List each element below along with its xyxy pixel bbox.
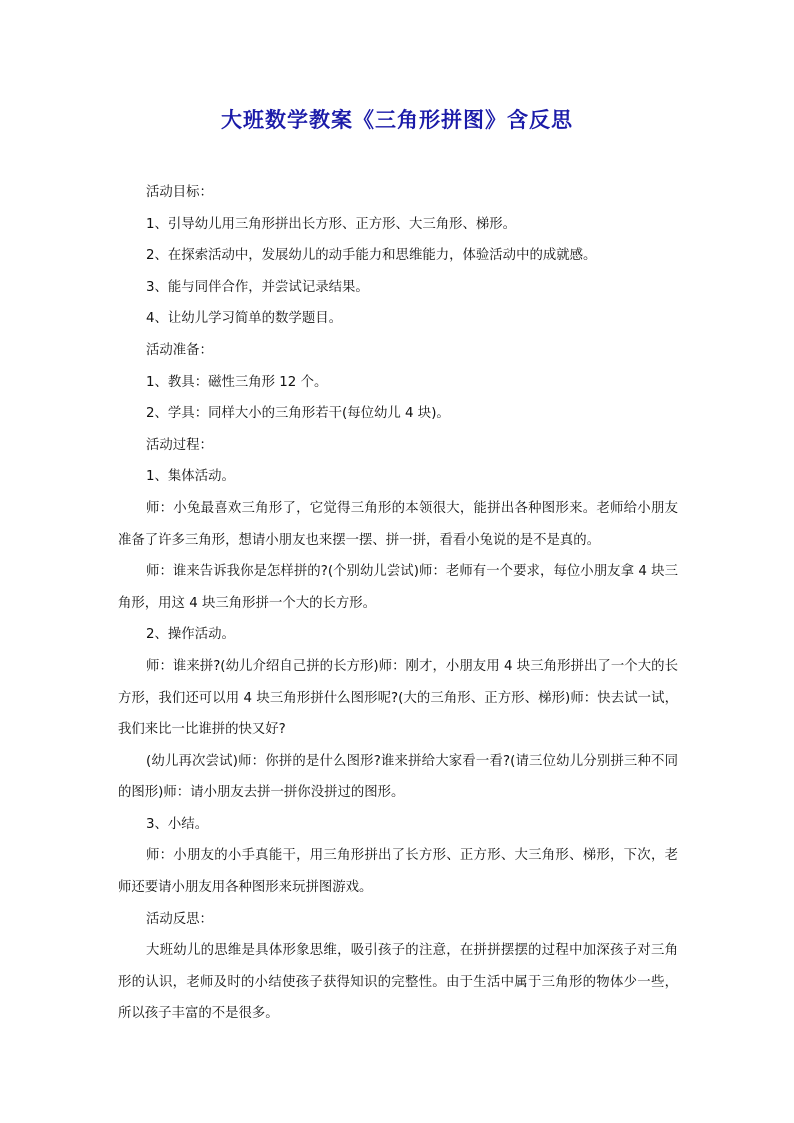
- section-heading-preparation: 活动准备：: [146, 342, 213, 358]
- reflection-paragraph: 大班幼儿的思维是具体形象思维，吸引孩子的注意，在拼拼摆摆的过程中加深孩子对三角形的认识，老师及时的小结使孩子获得知识的完整性。由于生活中属于三角形的物体少一些，所以孩子丰富的不是很多。: [118, 943, 678, 1022]
- goal-item-2: 2、在探索活动中，发展幼儿的动手能力和思维能力，体验活动中的成就感。: [146, 248, 597, 264]
- process-step-2-heading: 2、操作活动。: [146, 627, 235, 643]
- document-title: 大班数学教案《三角形拼图》含反思: [221, 107, 573, 132]
- section-heading-reflection: 活动反思：: [146, 911, 213, 927]
- preparation-item-2: 2、学具：同样大小的三角形若干(每位幼儿 4 块)。: [146, 406, 450, 422]
- process-step-1-paragraph-2: 师：谁来告诉我你是怎样拼的?(个别幼儿尝试)师：老师有一个要求，每位小朋友拿 4 块三角形，用这 4 块三角形拼一个大的长方形。: [118, 564, 678, 611]
- process-step-3-paragraph: 师：小朋友的小手真能干，用三角形拼出了长方形、正方形、大三角形、梯形，下次，老师还要请小朋友用各种图形来玩拼图游戏。: [118, 848, 678, 896]
- preparation-item-1: 1、教具：磁性三角形 12 个。: [146, 374, 328, 390]
- process-step-1-paragraph-1: 师：小兔最喜欢三角形了，它觉得三角形的本领很大，能拼出各种图形来。老师给小朋友准备了许多三角形，想请小朋友也来摆一摆、拼一拼，看看小兔说的是不是真的。: [118, 500, 678, 548]
- goal-item-4: 4、让幼儿学习简单的数学题目。: [146, 311, 342, 327]
- goal-item-1: 1、引导幼儿用三角形拼出长方形、正方形、大三角形、梯形。: [146, 216, 517, 232]
- process-step-3-heading: 3、小结。: [146, 816, 209, 832]
- document-body: [118, 177, 678, 1030]
- process-step-1-heading: 1、集体活动。: [146, 469, 235, 485]
- process-step-2-paragraph-2: (幼儿再次尝试)师：你拼的是什么图形?谁来拼给大家看一看?(请三位幼儿分别拼三种不同的图形)师：请小朋友去拼一拼你没拼过的图形。: [118, 753, 678, 801]
- process-step-2-paragraph-1: 师：谁来拼?(幼儿介绍自己拼的长方形)师：刚才，小朋友用 4 块三角形拼出了一个大的长方形，我们还可以用 4 块三角形拼什么图形呢?(大的三角形、正方形、梯形)师：快去试一试，我们来比一比谁拼的快又好?: [118, 658, 678, 738]
- section-heading-goals: 活动目标：: [146, 185, 213, 200]
- section-heading-process: 活动过程：: [146, 437, 213, 453]
- goal-item-3: 3、能与同伴合作，并尝试记录结果。: [146, 279, 369, 295]
